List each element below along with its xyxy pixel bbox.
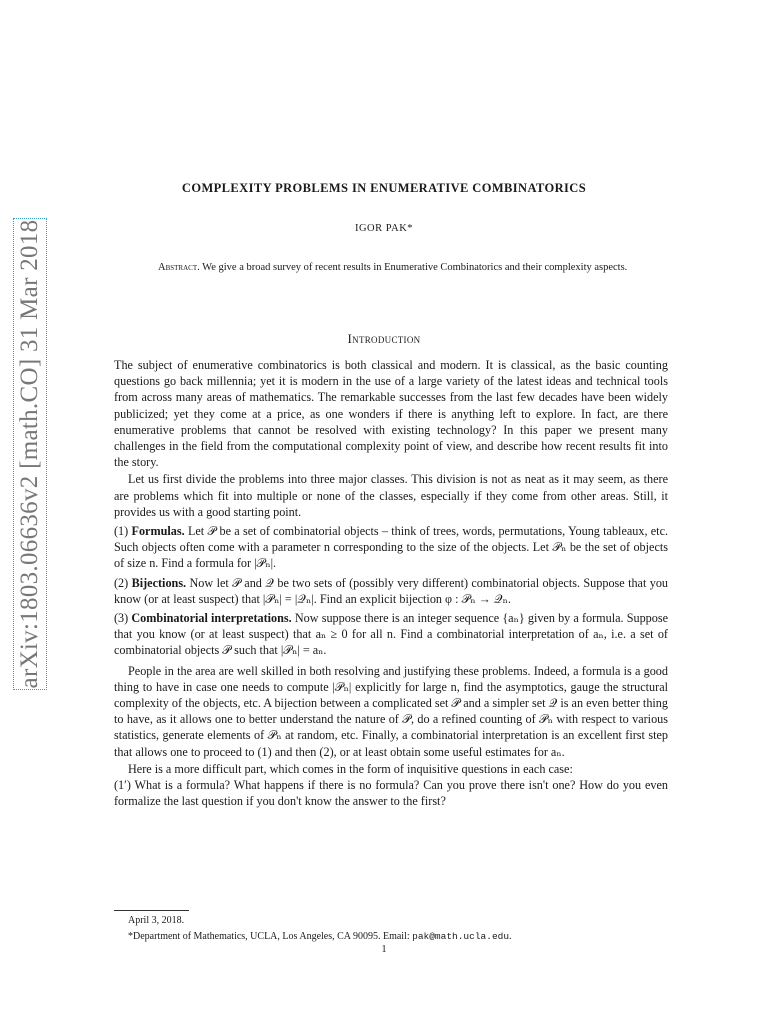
item-heading: Formulas.: [131, 524, 185, 539]
author-name: IGOR PAK*: [354, 223, 414, 234]
affiliation-end: .: [509, 931, 512, 942]
list-item-formulas: [114, 523, 668, 572]
paragraph-2: Let us first divide the problems into three major classes. This division is not as neat as it may seem, as there are problems which fit into multiple or none of the classes, especially if they come from other areas. Still, it provides us with a good starting point.: [114, 472, 668, 519]
item-text: Let 𝒫 be a set of combinatorial objects – think of trees, words, permutations, Young tableaux, etc. Such objects often come with a parameter n corresponding to the size of the objects. Let 𝒫ₙ be the set of objects of size n. Find a formula for |𝒫ₙ|.: [114, 524, 669, 571]
paragraph-4: Here is a more difficult part, which comes in the form of inquisitive questions in each case:: [128, 761, 573, 776]
body-text: [114, 357, 668, 809]
footnote-affiliation: [114, 929, 668, 945]
paper-title: COMPLEXITY PROBLEMS IN ENUMERATIVE COMBINATORICS: [181, 181, 587, 195]
item-number: (2): [114, 575, 129, 590]
list-item-bijections: [114, 575, 668, 607]
paragraph-1: The subject of enumerative combinatorics is both classical and modern. It is classical, as the basic counting questions go back millennia; yet it is modern in the use of a large variety of the latest ideas and technical tools from across many areas of mathematics. The remarkable successes from the last few decades have been widely publicized; yet they come at a price, as one wonders if there is anything left to explore. In fact, are there enumerative problems that cannot be resolved with existing technology? In this paper we present many challenges in the field from the computational complexity point of view, and describe how recent results fit into the story.: [114, 358, 668, 470]
footnote-rule: [114, 910, 189, 911]
arxiv-stamp: [13, 218, 47, 690]
page-number: 1: [381, 944, 387, 955]
item-text: Now suppose there is an integer sequence {aₙ} given by a formula. Suppose that you know (or at least suspect) that aₙ ≥ 0 for all n. Find a combinatorial interpretation of aₙ, i.e. a set of combinatorial objects 𝒫 such that |𝒫ₙ| = aₙ.: [114, 611, 669, 658]
section-title-introduction: Introduction: [347, 331, 421, 346]
arxiv-identifier: arXiv:1803.06636v2 [math.CO] 31 Mar 2018: [16, 219, 43, 689]
abstract-text: We give a broad survey of recent results in Enumerative Combinatorics and their complexity aspects.: [202, 262, 628, 273]
item-number: (1): [114, 524, 129, 539]
abstract-label: Abstract.: [158, 262, 200, 273]
affiliation-text: *Department of Mathematics, UCLA, Los Angeles, CA 90095. Email:: [128, 931, 413, 942]
list-item-combinatorial-interpretations: [114, 610, 668, 659]
email-link[interactable]: pak@math.ucla.edu: [412, 931, 510, 942]
item-text: Now let 𝒫 and 𝒬 be two sets of (possibly very different) combinatorial objects. Suppose that you know (or at least suspect) that |𝒫ₙ| = |𝒬ₙ|. Find an explicit bijection φ : 𝒫ₙ → 𝒬ₙ.: [114, 575, 669, 606]
paragraph-5: (1′) What is a formula? What happens if there is no formula? Can you prove there isn't one? How do you even formalize the last question if you don't know the answer to the first?: [114, 778, 668, 809]
paragraph-3: People in the area are well skilled in both resolving and justifying these problems. Indeed, a formula is a good thing to have in case one needs to compute |𝒫ₙ| explicitly for large n, find the asymptotics, gauge the structural complexity of the objects, etc. A bijection between a complicated set 𝒫 and a simpler set 𝒬 is an even better thing to have, as it allows one to better understand the nature of 𝒫, do a refined counting of 𝒫ₙ with respect to various statistics, generate elements of 𝒫ₙ at random, etc. Finally, a combinatorial interpretation is an excellent first step that allows one to proceed to (1) and then (2), or at least obtain some useful estimates for aₙ.: [114, 663, 668, 759]
item-heading: Combinatorial interpretations.: [131, 611, 292, 626]
abstract: [158, 260, 628, 275]
item-heading: Bijections.: [131, 575, 187, 590]
footnote-date: April 3, 2018.: [128, 915, 185, 926]
footnotes: [114, 913, 668, 945]
item-number: (3): [114, 611, 129, 626]
